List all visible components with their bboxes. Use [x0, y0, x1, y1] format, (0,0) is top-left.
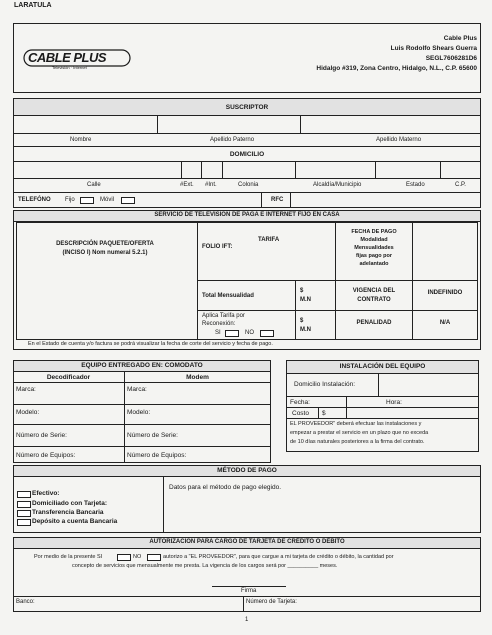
- municipality-label: Alcaldía/Municipio: [313, 182, 362, 188]
- payment-date-line-2: Modalidad: [360, 237, 388, 243]
- package-sub-label: (INCISO I) Nom numeral 5.2.1): [62, 250, 148, 256]
- mobile-phone-checkbox[interactable]: [121, 197, 135, 204]
- installation-cost-label: Costo: [292, 410, 309, 417]
- installation-title: INSTALACIÓN DEL EQUIPO: [339, 363, 426, 370]
- street-label: Calle: [87, 182, 101, 188]
- domicilio-label: DOMICILIO: [229, 151, 265, 158]
- paternal-surname-field[interactable]: [158, 118, 298, 132]
- installation-note-line-1: EL PROVEEDOR" deberá efectuar las instalaciones y: [290, 421, 422, 427]
- rfc-label: RFC: [271, 197, 284, 203]
- card-number-label: Número de Tarjeta:: [246, 599, 297, 605]
- subscriber-title: SUSCRIPTOR: [225, 104, 269, 111]
- company-logo: CABLE PLUS Televisión · Internet: [22, 47, 132, 73]
- modem-brand-label: Marca:: [127, 386, 147, 393]
- total-currency-code: M.N: [300, 297, 311, 303]
- tariff-label: TARIFA: [258, 237, 280, 243]
- reconnection-si-checkbox[interactable]: [225, 330, 239, 337]
- installation-cost-symbol: $: [322, 410, 326, 417]
- equipment-title: EQUIPO ENTREGADO EN: COMODATO: [81, 362, 203, 369]
- decoder-column-header: Decodificador: [46, 374, 91, 381]
- decoder-count-label: Número de Equipos:: [16, 452, 76, 459]
- payment-details-label: Datos para el método de pago elegido.: [169, 484, 282, 491]
- mobile-phone-label: Móvil: [100, 197, 115, 203]
- payment-date-line-3: Mensualidades: [354, 245, 394, 251]
- company-name: Cable Plus: [443, 35, 477, 42]
- bank-transfer-checkbox[interactable]: [17, 510, 31, 517]
- modem-serial-label: Número de Serie:: [127, 432, 178, 439]
- company-rfc: SEGL7606281D6: [425, 55, 477, 62]
- package-label: DESCRIPCIÓN PAQUETE/OFERTA: [56, 241, 154, 247]
- reconnection-no-checkbox[interactable]: [260, 330, 274, 337]
- bank-deposit-checkbox[interactable]: [17, 519, 31, 526]
- maternal-surname-field[interactable]: [301, 118, 479, 132]
- card-debit-option-label: Domiciliado con Tarjeta:: [32, 500, 108, 507]
- total-currency-symbol: $: [300, 288, 304, 294]
- payment-date-line-5: adelantado: [359, 261, 389, 267]
- fixed-phone-checkbox[interactable]: [80, 197, 94, 204]
- decoder-serial-label: Número de Serie:: [16, 432, 67, 439]
- bank-transfer-option-label: Transferencia Bancaria: [32, 509, 104, 516]
- folio-ift-label: FOLIO IFT:: [202, 244, 233, 250]
- signature-line[interactable]: [212, 586, 286, 587]
- decoder-model-label: Modelo:: [16, 409, 40, 416]
- authorization-text-b: NO: [133, 554, 142, 560]
- cut-label: LARATULA: [14, 2, 52, 9]
- colonia-label: Colonia: [238, 182, 259, 188]
- service-footnote: En el Estado de cuenta y/o factura se podrá visualizar la fecha de corte del servicio y fecha de pago.: [28, 341, 273, 347]
- authorization-text-a: Por medio de la presente SI: [34, 554, 103, 560]
- service-title: SERVICIO DE TELEVISION DE PAGA E INTERNET FIJO EN CASA: [154, 212, 340, 218]
- int-number-label: #Int.: [205, 182, 217, 188]
- paternal-surname-label: Apellido Paterno: [210, 137, 255, 143]
- payment-method-title: MÉTODO DE PAGO: [217, 467, 277, 474]
- page-number: 1: [245, 617, 249, 623]
- authorization-text-d: concepto de servicios que mensualmente me presta. La vigencia de los cargos será por __________ meses.: [72, 563, 338, 569]
- contract-term-line-2: CONTRATO: [357, 297, 391, 303]
- reconnection-no-label: NO: [245, 330, 254, 336]
- installation-time-label: Hora:: [386, 399, 402, 406]
- reconnection-currency-code: M.N: [300, 327, 311, 333]
- postal-code-label: C.P.: [455, 182, 466, 188]
- legal-name: Luis Rodolfo Shears Guerra: [390, 45, 477, 52]
- authorization-si-checkbox[interactable]: [117, 554, 131, 561]
- authorization-text-c: autorizo a "EL PROVEEDOR", para que cargue a mi tarjeta de crédito o débito, la cantidad por: [163, 554, 394, 560]
- maternal-surname-label: Apellido Materno: [376, 137, 422, 143]
- reconnection-si-label: SI: [215, 330, 221, 336]
- penalty-label: PENALIDAD: [356, 320, 392, 326]
- penalty-value: N/A: [439, 320, 451, 326]
- authorization-title: AUTORIZACIÓN PARA CARGO DE TARJETA DE CRÉDITO O DÉBITO: [149, 539, 345, 545]
- card-debit-checkbox[interactable]: [17, 501, 31, 508]
- cash-checkbox[interactable]: [17, 491, 31, 498]
- cash-option-label: Efectivo:: [32, 490, 60, 497]
- authorization-no-checkbox[interactable]: [147, 554, 161, 561]
- contract-term-value: INDEFINIDO: [427, 290, 463, 296]
- payment-date-line-1: FECHA DE PAGO: [351, 229, 397, 235]
- name-label: Nombre: [70, 137, 92, 143]
- total-monthly-label: Total Mensualidad: [202, 293, 254, 299]
- installation-note-line-3: de 10 días naturales posteriores a la firma del contrato.: [290, 439, 425, 445]
- reconnection-line-1: Aplica Tarifa por: [202, 313, 245, 319]
- installation-date-label: Fecha:: [290, 399, 310, 406]
- bank-deposit-option-label: Depósito a cuenta Bancaria: [32, 518, 118, 525]
- reconnection-line-2: Reconexión:: [202, 321, 236, 327]
- fixed-phone-label: Fijo: [65, 197, 75, 203]
- ext-number-label: #Ext.: [180, 182, 194, 188]
- phone-label: TELEFÓNO: [18, 197, 51, 203]
- name-field[interactable]: [30, 118, 156, 132]
- rfc-field[interactable]: [291, 193, 479, 207]
- bank-label: Banco:: [16, 599, 35, 605]
- reconnection-currency-symbol: $: [300, 318, 304, 324]
- modem-count-label: Número de Equipos:: [127, 452, 187, 459]
- company-address: Hidalgo #319, Zona Centro, Hidalgo, N.L., C.P. 65600: [316, 65, 477, 72]
- installation-note-line-2: empezar a prestar el servicio en un plazo que no exceda: [290, 430, 429, 436]
- decoder-brand-label: Marca:: [16, 386, 36, 393]
- modem-column-header: Modem: [186, 374, 209, 381]
- signature-label: Firma: [241, 588, 257, 594]
- payment-date-line-4: fijas pago por: [355, 253, 393, 259]
- modem-model-label: Modelo:: [127, 409, 151, 416]
- state-label: Estado: [406, 182, 425, 188]
- installation-address-label: Domicilio Instalación:: [294, 381, 356, 388]
- contract-term-line-1: VIGENCIA DEL: [352, 288, 396, 294]
